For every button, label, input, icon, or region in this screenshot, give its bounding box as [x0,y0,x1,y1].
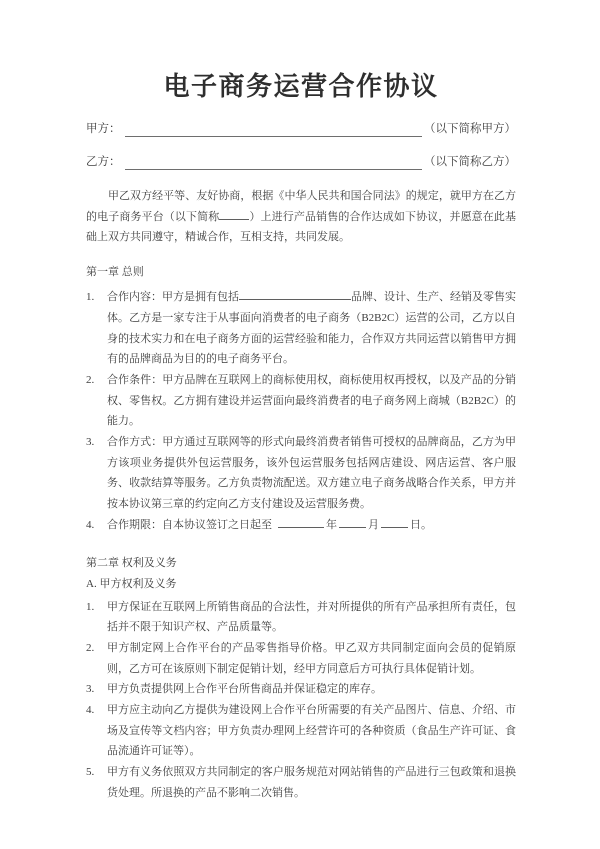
chapter2-item-1 [86,597,516,638]
chapter1-item-3 [86,432,516,515]
chapter1-item-4 [86,515,516,536]
chapter2-heading: 第二章 权利及义务 [86,556,177,569]
intro-text-before-blank: 甲乙双方经平等、友好协商，根据《中华人民共和国合同法》的规定，就甲方在乙方的电子商务平台（以下简称 [86,190,516,223]
item-number: 3. [86,436,95,449]
chapter2-section-a-heading: A. 甲方权利及义务 [86,577,177,590]
item-text: 甲方应主动向乙方提供为建设网上合作平台所需要的有关产品图片、信息、介绍、市场及宣传等文档内容；甲方负责办理网上经营许可的各种资质（食品生产许可证、食品流通许可证等）。 [107,704,516,758]
chapter2-item-list [86,597,516,804]
item-number: 5. [86,766,95,779]
document-title: 电子商务运营合作协议 [163,72,439,101]
party-a-label: 甲方： [86,123,121,136]
party-b-note: （以下简称乙方） [424,156,516,169]
chapter1-heading: 第一章 总则 [86,266,144,279]
intro-text-after-blank: ）上进行产品销售的合作达成如下协议，并愿意在此基础上双方共同遵守，精诚合作，互相支持，共同发展。 [86,210,517,244]
item-text: 甲方保证在互联网上所销售商品的合法性，并对所提供的所有产品承担所有责任，包括并不限于知识产权、产品质量等。 [107,600,516,634]
year-blank [278,516,324,528]
term-text-before-blank: 合作期限：自本协议签订之日起至 [107,518,272,531]
chapter2-item-5 [86,762,516,803]
party-b-label: 乙方： [86,156,121,169]
item-number: 2. [86,373,95,386]
platform-name-blank [219,208,249,220]
day-label: 日。 [410,518,432,531]
item-number: 1. [86,291,95,304]
item-number: 1. [86,600,95,613]
item-text [107,287,516,370]
item1-text-after-blank: 品牌、设计、生产、经销及零售实体。乙方是一家专注于从事面向消费者的电子商务（B2B2C）运营的公司，乙方以自身的技术实力和在电子商务方面的运营经验和能力，合作双方共同运营以销售甲方拥有的品牌商品为目的的电子商务平台。 [107,291,516,366]
item-number: 2. [86,641,95,654]
item-text: 合作条件：甲方品牌在互联网上的商标使用权，商标使用权再授权，以及产品的分销权、零售权。乙方拥有建设并运营面向最终消费者的电子商务网上商城（B2B2C）的能力。 [107,373,516,428]
party-a-blank-line [125,124,423,137]
item-number: 3. [86,683,95,696]
month-blank [339,516,366,528]
chapter1-item-list [86,287,516,535]
day-blank [381,516,408,528]
chapter2-item-3 [86,679,516,700]
item-number: 4. [86,518,95,531]
party-a-row [86,120,516,140]
month-label: 月 [368,518,379,531]
item-text: 甲方有义务依照双方共同制定的客户服务规范对网站销售的产品进行三包政策和退换货处理。所退换的产品不影响二次销售。 [107,766,516,799]
item-text: 甲方负责提供网上合作平台所售商品并保证稳定的库存。 [107,683,382,696]
item-text: 合作方式：甲方通过互联网等的形式向最终消费者销售可授权的品牌商品，乙方为甲方该项业务提供外包运营服务，该外包运营服务包括网店建设、网店运营、客户服务、收款结算等服务。乙方负责物流配送。双方建立电子商务战略合作关系，甲方并按本协议第三章的约定向乙方支付建设及运营服务费。 [107,436,516,511]
intro-paragraph [86,186,516,248]
year-label: 年 [326,518,337,531]
party-b-row [86,153,516,173]
item-text: 甲方制定网上合作平台的产品零售指导价格。甲乙双方共同制定面向会员的促销原则，乙方可在该原则下制定促销计划，经甲方同意后方可执行具体促销计划。 [107,641,516,675]
chapter1-item-1 [86,287,516,370]
brand-name-blank [239,288,351,300]
item-text [107,515,516,536]
item-number: 4. [86,704,95,717]
chapter2-item-2 [86,638,516,679]
item1-text-before-blank: 合作内容：甲方是拥有包括 [107,291,239,304]
chapter2-item-4 [86,700,516,762]
party-a-note: （以下简称甲方） [424,123,516,136]
chapter1-item-2 [86,370,516,432]
party-b-blank-line [125,157,423,170]
